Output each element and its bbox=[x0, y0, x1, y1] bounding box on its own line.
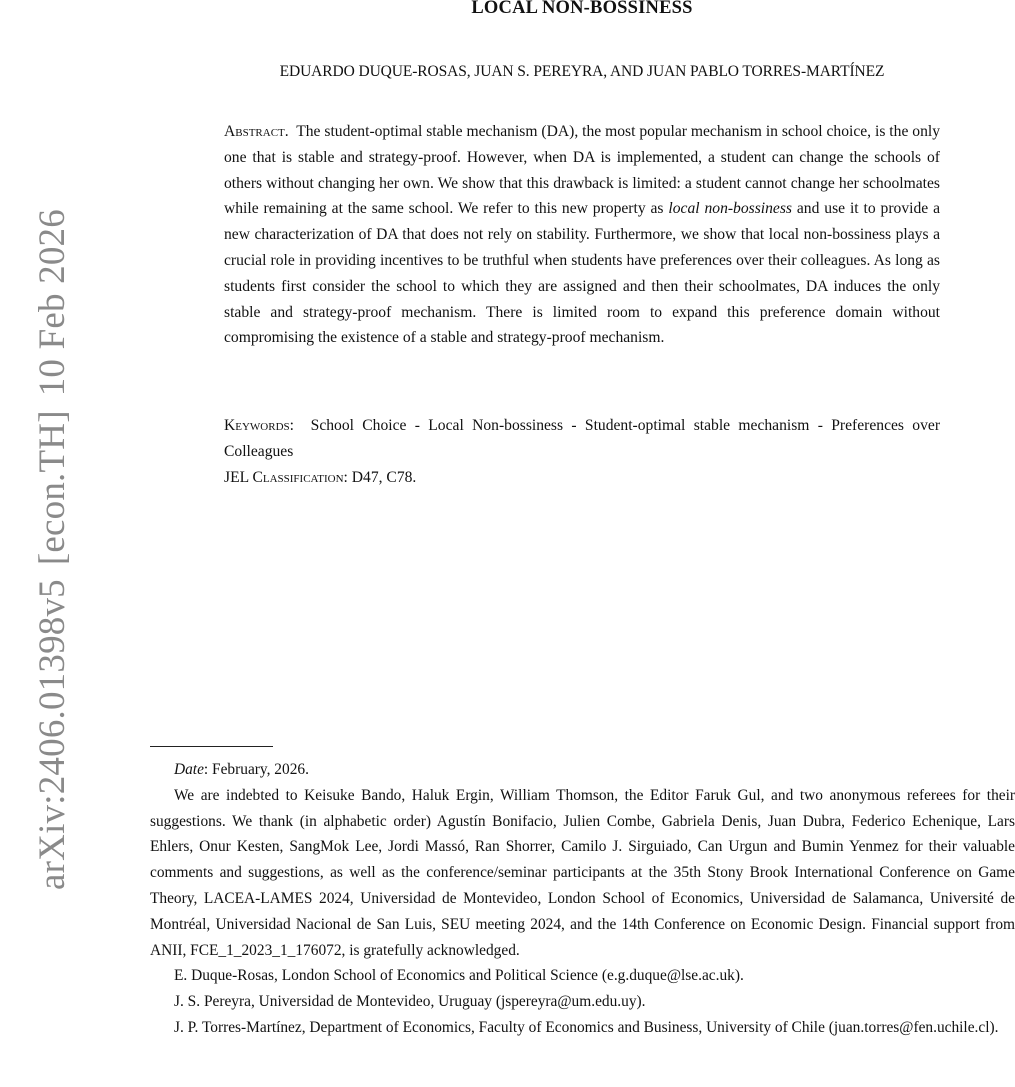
date-value: : February, 2026. bbox=[203, 761, 309, 778]
footnote-affiliation-duque-rosas: E. Duque-Rosas, London School of Economics and Political Science (e.g.duque@lse.ac.uk). bbox=[174, 967, 744, 985]
footnote-affiliation-torres-martinez: J. P. Torres-Martínez, Department of Economics, Faculty of Economics and Business, University of Chile (juan.torres@fen.uchile.cl). bbox=[174, 1018, 999, 1036]
jel-classification bbox=[224, 465, 940, 491]
abstract-italic-term: local non-bossiness bbox=[668, 200, 792, 218]
footnote-date bbox=[150, 757, 1015, 783]
abstract-text-part1: The student-optimal stable mechanism (DA), the most popular mechanism in school choice, is the only one that is stable and strategy-proof. However, when DA is implemented, a student can change the schools of others without changing her own. We show that this drawback is limited: a student cannot change her schoolmates while remaining at the same school. We refer to this new property as bbox=[224, 123, 940, 218]
keywords bbox=[224, 413, 940, 465]
footnotes bbox=[150, 757, 1015, 1041]
paper-title: LOCAL NON-BOSSINESS bbox=[471, 0, 693, 18]
abstract-text-part2: and use it to provide a new characterization of DA that does not rely on stability. Furthermore, we show that local non-bossiness plays a crucial role in providing incentives to be truthful when students have preferences over their colleagues. As long as students first consider the school to which they are assigned and then their schoolmates, DA induces the only stable and strategy-proof mechanism. There is limited room to expand this preference domain without compromising the existence of a stable and strategy-proof mechanism. bbox=[224, 200, 940, 347]
keywords-text: School Choice - Local Non-bossiness - Student-optimal stable mechanism - Preferences over Colleagues bbox=[224, 417, 941, 460]
keywords-label: Keywords: bbox=[224, 417, 294, 434]
date-label: Date bbox=[174, 761, 204, 778]
paper-authors: EDUARDO DUQUE-ROSAS, JUAN S. PEREYRA, AND JUAN PABLO TORRES-MARTÍNEZ bbox=[279, 63, 885, 80]
arxiv-date: 10 Feb 2026 bbox=[32, 209, 73, 397]
jel-label-prefix: JEL bbox=[224, 469, 253, 486]
abstract bbox=[224, 119, 940, 351]
jel-codes: D47, C78. bbox=[351, 469, 417, 486]
jel-label: Classification: bbox=[252, 469, 348, 486]
arxiv-category: [econ.TH] bbox=[32, 410, 73, 566]
arxiv-stamp bbox=[34, 195, 71, 890]
footnote-acknowledgments: We are indebted to Keisuke Bando, Haluk Ergin, William Thomson, the Editor Faruk Gul, and two anonymous referees for their suggestions. We thank (in alphabetic order) Agustín Bonifacio, Julien Combe, Gabriela Denis, Juan Dubra, Federico Echenique, Lars Ehlers, Onur Kesten, SangMok Lee, Jordi Massó, Ran Shorrer, Camilo J. Sirguiado, Can Urgun and Bumin Yenmez for their valuable comments and suggestions, as well as the conference/seminar participants at the 35th Stony Brook International Conference on Game Theory, LACEA-LAMES 2024, Universidad de Montevideo, London School of Economics, Universidad de Salamanca, Université de Montréal, Universidad Nacional de San Luis, SEU meeting 2024, and the 14th Conference on Economic Design. Financial support from ANII, FCE_1_2023_1_176072, is gratefully acknowledged. bbox=[150, 786, 1015, 959]
footnote-affiliation-pereyra: J. S. Pereyra, Universidad de Montevideo, Uruguay (jspereyra@um.edu.uy). bbox=[174, 993, 646, 1011]
footnote-divider bbox=[150, 746, 273, 747]
abstract-label: Abstract. bbox=[224, 123, 289, 140]
arxiv-id[interactable]: arXiv:2406.01398v5 bbox=[32, 579, 73, 890]
